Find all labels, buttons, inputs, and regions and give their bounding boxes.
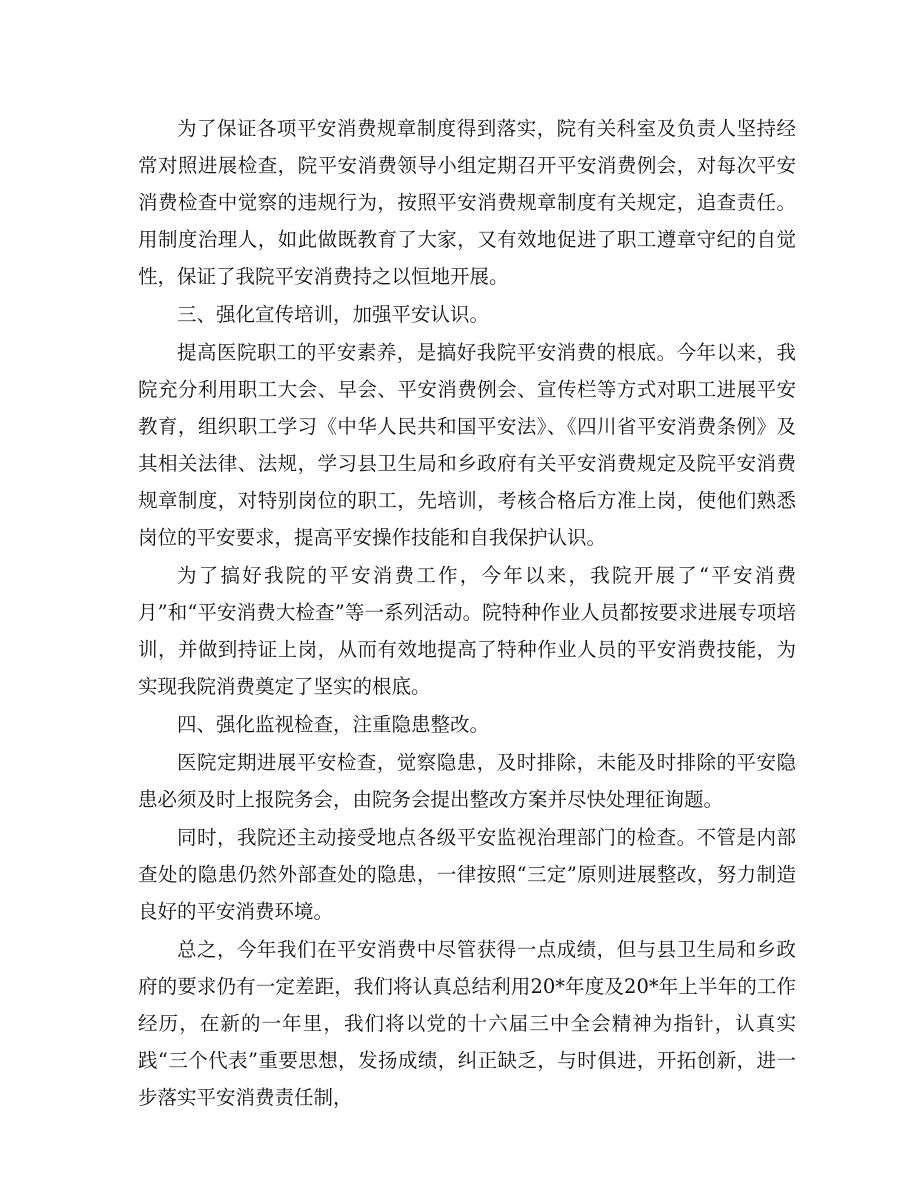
paragraph-activities: 为了搞好我院的平安消费工作，今年以来，我院开展了“平安消费月”和“平安消费大检查”等一系列活动。院特种作业人员都按要求进展专项培训，并做到持证上岗，从而有效地提高了特种作业人员的平安消费技能，为实现我院消费奠定了坚实的根底。 bbox=[138, 564, 796, 698]
paragraph-training: 提高医院职工的平安素养，是搞好我院平安消费的根底。今年以来，我院充分利用职工大会、早会、平安消费例会、宣传栏等方式对职工进展平安教育，组织职工学习《中华人民共和国平安法》、《四川省平安消费条例》及其相关法律、法规，学习县卫生局和乡政府有关平安消费规定及院平安消费规章制度，对特别岗位的职工，先培训，考核合格后方准上岗，使他们熟悉岗位的平安要求，提高平安操作技能和自我保护认识。 bbox=[138, 341, 796, 549]
paragraph-external-inspection: 同时，我院还主动接受地点各级平安监视治理部门的检查。不管是内部查处的隐患仍然外部查处的隐患，一律按照“三定”原则进展整改，努力制造良好的平安消费环境。 bbox=[138, 826, 796, 923]
document-body bbox=[138, 110, 796, 1117]
paragraph-enforcement: 为了保证各项平安消费规章制度得到落实，院有关科室及负责人坚持经常对照进展检查，院平安消费领导小组定期召开平安消费例会，对每次平安消费检查中觉察的违规行为，按照平安消费规章制度有关规定，追查责任。用制度治理人，如此做既教育了大家，又有效地促进了职工遵章守纪的自觉性，保证了我院平安消费持之以恒地开展。 bbox=[138, 117, 796, 288]
paragraph-summary: 总之，今年我们在平安消费中尽管获得一点成绩，但与县卫生局和乡政府的要求仍有一定差距，我们将认真总结利用20*年度及20*年上半年的工作经历，在新的一年里，我们将以党的十六届三中全会精神为指针，认真实践“三个代表”重要思想，发扬成绩，纠正缺乏，与时俱进，开拓创新，进一步落实平安消费责任制， bbox=[138, 938, 796, 1109]
section-heading-training: 三、强化宣传培训，加强平安认识。 bbox=[177, 303, 490, 326]
section-heading-inspection: 四、强化监视检查，注重隐患整改。 bbox=[177, 713, 490, 736]
paragraph-inspection: 医院定期进展平安检查，觉察隐患，及时排除，未能及时排除的平安隐患必须及时上报院务会，由院务会提出整改方案并尽快处理征询题。 bbox=[138, 751, 796, 811]
